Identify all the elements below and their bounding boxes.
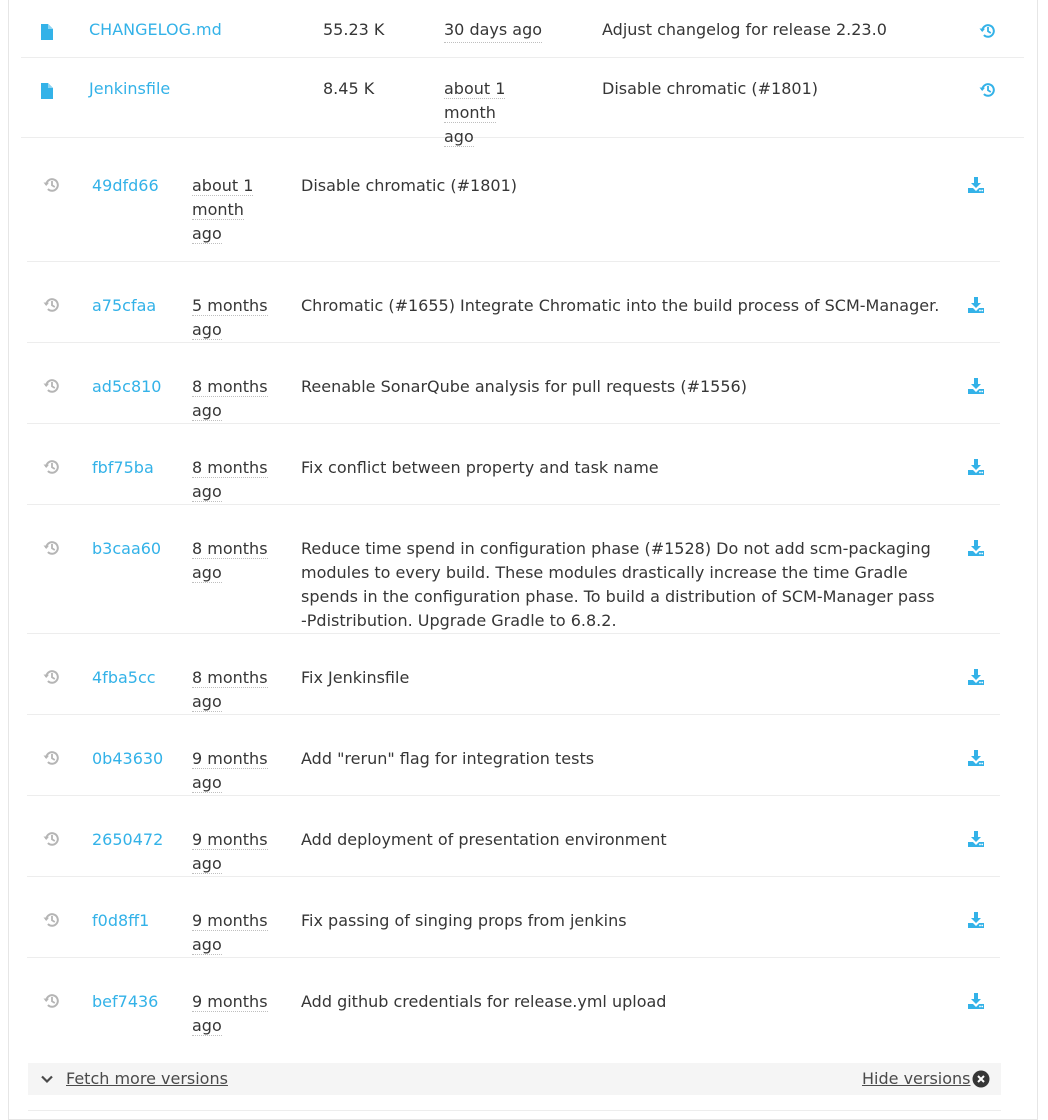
- download-icon[interactable]: [968, 993, 984, 1013]
- history-icon[interactable]: [979, 22, 997, 44]
- revision-age: [192, 537, 274, 585]
- download-icon[interactable]: [968, 297, 984, 317]
- revision-message: Disable chromatic (#1801): [301, 176, 517, 195]
- history-row: [27, 424, 1000, 505]
- revision-age-text: 8 months ago: [192, 668, 268, 711]
- file-date-line2: ago: [444, 127, 474, 146]
- download-icon[interactable]: [968, 540, 984, 560]
- history-footer: [28, 1063, 1001, 1095]
- revision-age-text: 8 months ago: [192, 539, 268, 582]
- file-commit-message: Disable chromatic (#1801): [602, 79, 818, 98]
- revision-link[interactable]: 2650472: [92, 830, 164, 849]
- download-icon[interactable]: [968, 750, 984, 770]
- history-row: [27, 262, 1000, 343]
- revision-link[interactable]: b3caa60: [92, 539, 162, 558]
- history-icon[interactable]: [43, 668, 61, 690]
- history-row: [27, 796, 1000, 877]
- file-icon: [40, 83, 54, 103]
- file-size: 55.23 K: [323, 20, 385, 39]
- close-circle-icon[interactable]: [972, 1070, 990, 1092]
- hide-versions-link[interactable]: Hide versions: [862, 1069, 971, 1088]
- history-icon[interactable]: [43, 830, 61, 852]
- revision-age-text: 9 months ago: [192, 830, 268, 873]
- download-icon[interactable]: [968, 378, 984, 398]
- history-row: [27, 505, 1000, 634]
- history-icon[interactable]: [43, 458, 61, 480]
- revision-age-text: 9 months ago: [192, 749, 268, 792]
- file-size: 8.45 K: [323, 79, 375, 98]
- file-history-list: [27, 142, 1000, 1039]
- revision-age-text: about 1 month ago: [192, 176, 254, 243]
- revision-link[interactable]: ad5c810: [92, 377, 162, 396]
- revision-age-text: 9 months ago: [192, 992, 268, 1035]
- history-icon[interactable]: [43, 749, 61, 771]
- history-icon[interactable]: [43, 296, 61, 318]
- history-row: [27, 142, 1000, 262]
- revision-message: Fix passing of singing props from jenkins: [301, 911, 627, 930]
- history-row: [27, 715, 1000, 796]
- revision-age-text: 8 months ago: [192, 377, 268, 420]
- revision-age: [192, 828, 274, 876]
- history-icon[interactable]: [43, 539, 61, 561]
- download-icon[interactable]: [968, 912, 984, 932]
- file-name-link[interactable]: Jenkinsfile: [89, 79, 171, 98]
- revision-age: [192, 990, 274, 1038]
- history-icon[interactable]: [43, 176, 61, 198]
- file-date: [444, 77, 554, 149]
- chevron-down-icon[interactable]: [40, 1071, 54, 1090]
- revision-link[interactable]: 4fba5cc: [92, 668, 156, 687]
- history-icon[interactable]: [979, 81, 997, 103]
- revision-link[interactable]: 0b43630: [92, 749, 164, 768]
- revision-link[interactable]: 49dfd66: [92, 176, 159, 195]
- file-name-link[interactable]: CHANGELOG.md: [89, 20, 222, 39]
- revision-link[interactable]: a75cfaa: [92, 296, 157, 315]
- history-row: [27, 634, 1000, 715]
- file-icon: [40, 24, 54, 44]
- history-row: [27, 958, 1000, 1039]
- history-icon[interactable]: [43, 992, 61, 1014]
- revision-link[interactable]: f0d8ff1: [92, 911, 150, 930]
- download-icon[interactable]: [968, 177, 984, 197]
- file-date: 30 days ago: [444, 18, 542, 43]
- revision-age-text: 5 months ago: [192, 296, 268, 339]
- revision-age: [192, 666, 274, 714]
- revision-message: Fix Jenkinsfile: [301, 668, 410, 687]
- revision-age: [192, 747, 274, 795]
- history-row: [27, 343, 1000, 424]
- download-icon[interactable]: [968, 669, 984, 689]
- file-commit-message: Adjust changelog for release 2.23.0: [602, 20, 887, 39]
- revision-age-text: 9 months ago: [192, 911, 268, 954]
- file-row: [21, 0, 1024, 57]
- divider: [28, 1110, 1001, 1111]
- revision-link[interactable]: fbf75ba: [92, 458, 154, 477]
- download-icon[interactable]: [968, 459, 984, 479]
- revision-message: Chromatic (#1655) Integrate Chromatic into the build process of SCM-Manager.: [301, 296, 940, 315]
- revision-age: [192, 375, 274, 423]
- fetch-more-versions-link[interactable]: Fetch more versions: [66, 1069, 228, 1088]
- files-table: [21, 0, 1024, 146]
- revision-age-text: 8 months ago: [192, 458, 268, 501]
- revision-link[interactable]: bef7436: [92, 992, 159, 1011]
- revision-message: Reduce time spend in configuration phase (#1528) Do not add scm-packaging modules to every build. These modules drastically increase the time Gradle spends in the configuration phase. To build a distribution of SCM-Manager pass -Pdistribution. Upgrade Gradle to 6.8.2.: [301, 539, 935, 630]
- history-icon[interactable]: [43, 911, 61, 933]
- history-icon[interactable]: [43, 377, 61, 399]
- revision-message: Reenable SonarQube analysis for pull requests (#1556): [301, 377, 747, 396]
- revision-age: [192, 456, 274, 504]
- revision-message: Fix conflict between property and task name: [301, 458, 659, 477]
- history-row: [27, 877, 1000, 958]
- download-icon[interactable]: [968, 831, 984, 851]
- revision-age: [192, 294, 274, 342]
- revision-message: Add deployment of presentation environment: [301, 830, 667, 849]
- revision-age: [192, 174, 274, 246]
- file-date-line1: about 1 month: [444, 79, 506, 122]
- file-row: [21, 57, 1024, 146]
- revision-message: Add "rerun" flag for integration tests: [301, 749, 595, 768]
- revision-message: Add github credentials for release.yml upload: [301, 992, 667, 1011]
- revision-age: [192, 909, 274, 957]
